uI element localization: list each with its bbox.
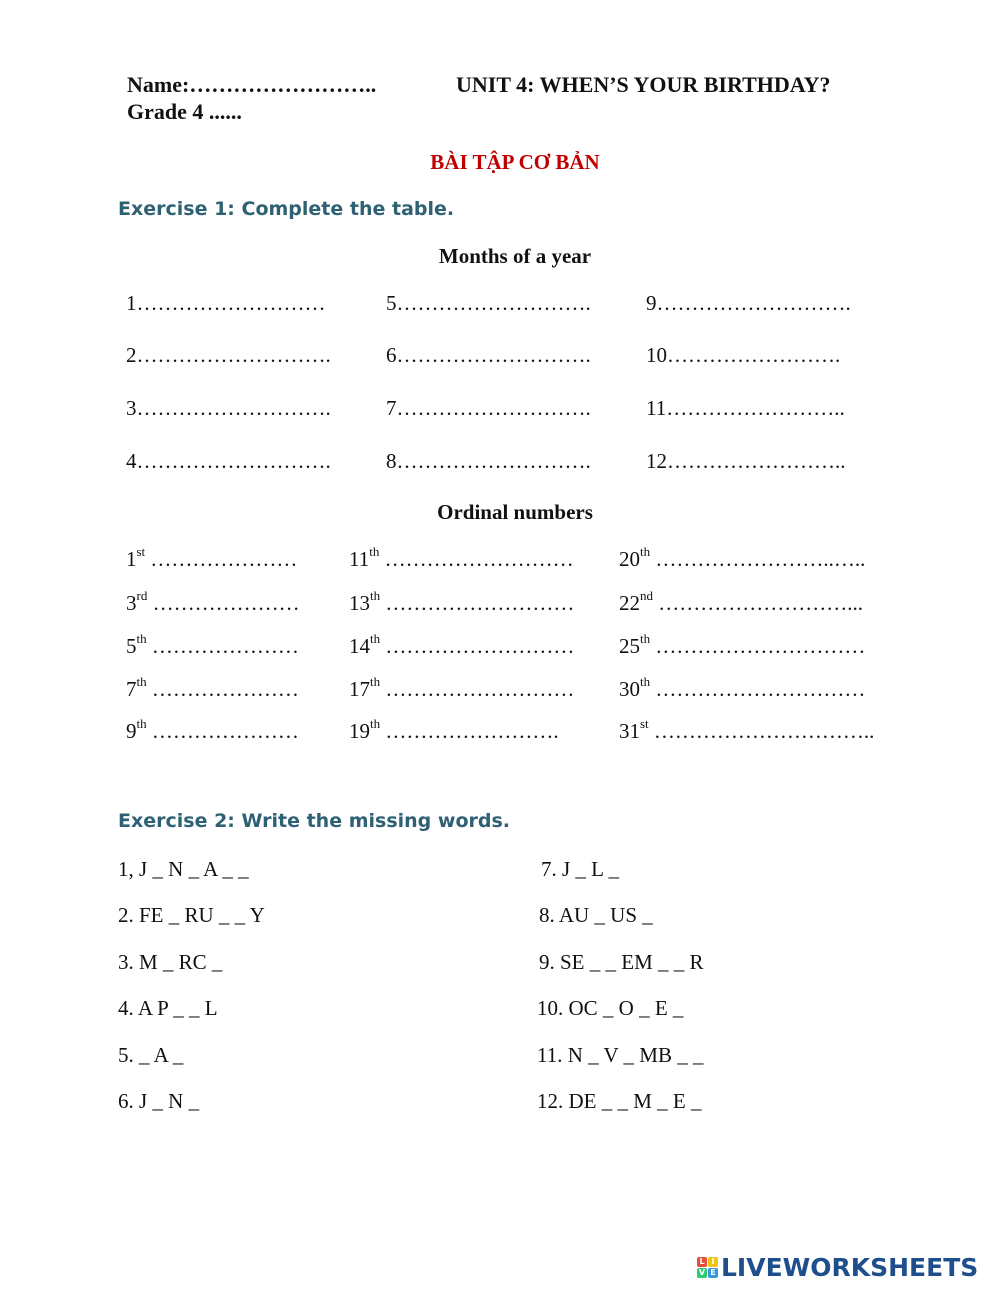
missing-word-item[interactable]: 8. AU _ US _ bbox=[539, 903, 653, 927]
logo-tile: I bbox=[708, 1257, 718, 1267]
month-blank-6[interactable]: 6………………………. bbox=[386, 343, 591, 367]
section-title: BÀI TẬP CƠ BẢN bbox=[430, 150, 600, 174]
ordinal-blank[interactable]: 13th ……………………… bbox=[349, 588, 575, 615]
missing-word-item[interactable]: 9. SE _ _ EM _ _ R bbox=[539, 950, 704, 974]
ordinal-blank[interactable]: 25th ………………………… bbox=[619, 631, 866, 658]
exercise-1-heading: Exercise 1: Complete the table. bbox=[118, 198, 455, 220]
month-blank-11[interactable]: 11…………………….. bbox=[646, 396, 845, 420]
logo-tile: E bbox=[708, 1268, 718, 1278]
month-blank-5[interactable]: 5………………………. bbox=[386, 291, 591, 315]
missing-word-item[interactable]: 12. DE _ _ M _ E _ bbox=[537, 1089, 702, 1113]
ordinal-blank[interactable]: 19th ……………………. bbox=[349, 716, 559, 743]
logo-tiles-icon bbox=[697, 1257, 718, 1278]
month-blank-9[interactable]: 9………………………. bbox=[646, 291, 851, 315]
missing-word-item[interactable]: 10. OC _ O _ E _ bbox=[537, 996, 684, 1020]
missing-word-item[interactable]: 7. J _ L _ bbox=[541, 857, 619, 881]
missing-word-item[interactable]: 1, J _ N _ A _ _ bbox=[118, 857, 249, 881]
ordinal-blank[interactable]: 20th ……………………..….. bbox=[619, 544, 866, 571]
month-blank-2[interactable]: 2………………………. bbox=[126, 343, 331, 367]
logo-tile: L bbox=[697, 1257, 707, 1267]
logo-tile: V bbox=[698, 1268, 706, 1277]
ordinal-blank[interactable]: 3rd ………………… bbox=[126, 588, 300, 615]
month-blank-10[interactable]: 10……………………. bbox=[646, 343, 841, 367]
ordinal-blank[interactable]: 30th ………………………… bbox=[619, 674, 866, 701]
months-heading: Months of a year bbox=[438, 244, 592, 268]
logo-text: LIVEWORKSHEETS bbox=[721, 1253, 979, 1282]
ordinal-blank[interactable]: 31st ………………………….. bbox=[619, 716, 875, 743]
month-blank-3[interactable]: 3………………………. bbox=[126, 396, 331, 420]
ordinals-heading: Ordinal numbers bbox=[437, 500, 593, 524]
ordinal-blank[interactable]: 7th ………………… bbox=[126, 674, 299, 701]
missing-word-item[interactable]: 2. FE _ RU _ _ Y bbox=[118, 903, 265, 927]
missing-word-item[interactable]: 3. M _ RC _ bbox=[118, 950, 223, 974]
month-blank-7[interactable]: 7………………………. bbox=[386, 396, 591, 420]
month-blank-4[interactable]: 4………………………. bbox=[126, 449, 331, 473]
month-blank-12[interactable]: 12…………………….. bbox=[646, 449, 846, 473]
missing-word-item[interactable]: 4. A P _ _ L bbox=[118, 996, 218, 1020]
ordinal-blank[interactable]: 17th ……………………… bbox=[349, 674, 575, 701]
missing-word-item[interactable]: 11. N _ V _ MB _ _ bbox=[537, 1043, 704, 1067]
ordinal-blank[interactable]: 22nd ………………………... bbox=[619, 588, 863, 615]
ordinal-blank[interactable]: 9th ………………… bbox=[126, 716, 299, 743]
ordinal-blank[interactable]: 5th ………………… bbox=[126, 631, 299, 658]
liveworksheets-logo bbox=[697, 1253, 978, 1282]
ordinal-blank[interactable]: 14th ……………………… bbox=[349, 631, 575, 658]
month-blank-8[interactable]: 8………………………. bbox=[386, 449, 591, 473]
month-blank-1[interactable]: 1……………………… bbox=[126, 291, 326, 315]
ordinal-blank[interactable]: 11th ……………………… bbox=[349, 544, 574, 571]
missing-word-item[interactable]: 6. J _ N _ bbox=[118, 1089, 200, 1113]
grade-field: Grade 4 ...... bbox=[127, 99, 242, 124]
exercise-2-heading: Exercise 2: Write the missing words. bbox=[118, 810, 510, 832]
student-name-field: Name:…………………….. bbox=[127, 72, 377, 97]
missing-word-item[interactable]: 5. _ A _ bbox=[118, 1043, 184, 1067]
ordinal-blank[interactable]: 1st ………………… bbox=[126, 544, 298, 571]
unit-title: UNIT 4: WHEN’S YOUR BIRTHDAY? bbox=[456, 72, 831, 97]
